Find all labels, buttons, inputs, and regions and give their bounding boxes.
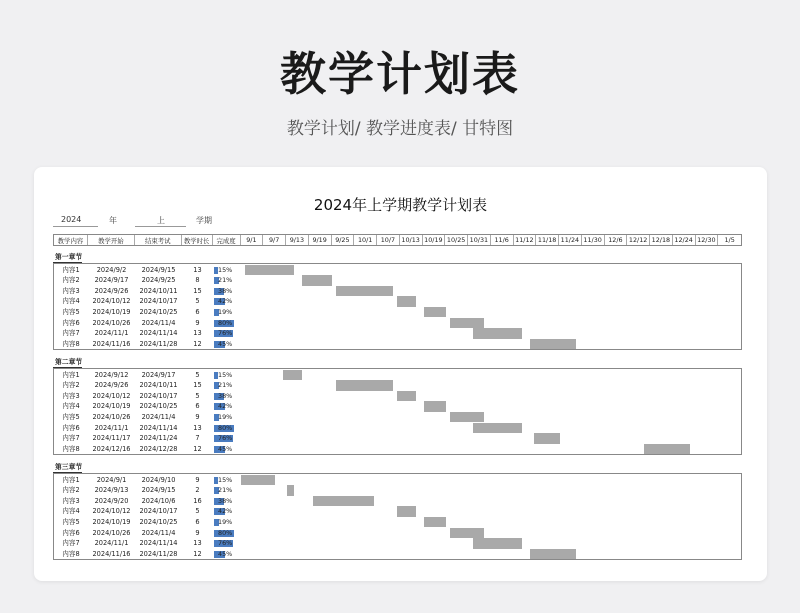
progress-text: 76% xyxy=(218,434,233,443)
cell-days[interactable]: 5 xyxy=(195,507,200,516)
cell-end[interactable]: 2024/9/25 xyxy=(141,276,176,285)
cell-end[interactable]: 2024/10/11 xyxy=(139,381,178,390)
table-row xyxy=(54,370,741,381)
cell-end[interactable]: 2024/9/15 xyxy=(141,486,176,495)
progress-text: 15% xyxy=(218,265,233,274)
cell-name[interactable]: 内容6 xyxy=(62,318,80,327)
progress-text: 45% xyxy=(218,339,233,348)
table-row xyxy=(54,444,741,455)
term-underline xyxy=(135,226,186,227)
cell-start[interactable]: 2024/10/12 xyxy=(92,507,131,516)
cell-end[interactable]: 2024/10/17 xyxy=(139,297,178,306)
gantt-bar xyxy=(313,496,374,507)
cell-name[interactable]: 内容7 xyxy=(62,539,80,548)
cell-days[interactable]: 8 xyxy=(195,276,200,285)
gantt-bar xyxy=(397,391,416,402)
banner-subtitle: 教学计划/ 教学进度表/ 甘特图 xyxy=(286,119,514,139)
chapter-label-2: 第二章节 xyxy=(55,358,83,366)
table-row xyxy=(54,412,741,423)
gantt-bar xyxy=(450,412,484,423)
cell-days[interactable]: 13 xyxy=(193,539,202,548)
cell-days[interactable]: 7 xyxy=(195,434,200,443)
progress-text: 80% xyxy=(218,528,233,537)
cell-end[interactable]: 2024/11/28 xyxy=(139,549,178,558)
progress-text: 38% xyxy=(218,391,233,400)
gantt-bar xyxy=(473,328,522,339)
chapter-label-3: 第三章节 xyxy=(55,463,83,471)
cell-end[interactable]: 2024/10/11 xyxy=(139,286,178,295)
gantt-bar xyxy=(397,296,416,307)
date-col-7: 10/13 xyxy=(400,235,423,245)
cell-end[interactable]: 2024/11/4 xyxy=(141,318,176,327)
year-label: 年 xyxy=(109,216,117,225)
date-col-11: 11/6 xyxy=(491,235,514,245)
table-row xyxy=(54,538,741,549)
date-col-10: 10/31 xyxy=(468,235,491,245)
cell-days[interactable]: 12 xyxy=(193,444,202,453)
cell-start[interactable]: 2024/9/12 xyxy=(94,370,129,379)
progress-text: 42% xyxy=(218,402,233,411)
cell-start[interactable]: 2024/11/16 xyxy=(92,549,131,558)
cell-days[interactable]: 13 xyxy=(193,265,202,274)
table-row xyxy=(54,275,741,286)
date-col-2: 9/13 xyxy=(286,235,309,245)
cell-name[interactable]: 内容6 xyxy=(62,528,80,537)
date-col-4: 9/25 xyxy=(332,235,355,245)
gantt-bar xyxy=(534,433,561,444)
cell-start[interactable]: 2024/9/20 xyxy=(94,496,129,505)
cell-name[interactable]: 内容7 xyxy=(62,434,80,443)
cell-start[interactable]: 2024/11/1 xyxy=(94,423,129,432)
cell-name[interactable]: 内容4 xyxy=(62,507,80,516)
cell-days[interactable]: 15 xyxy=(193,381,202,390)
progress-text: 21% xyxy=(218,381,233,390)
cell-name[interactable]: 内容4 xyxy=(62,402,80,411)
gantt-bar xyxy=(245,265,294,276)
cell-start[interactable]: 2024/12/16 xyxy=(92,444,131,453)
table-row xyxy=(54,528,741,539)
cell-name[interactable]: 内容8 xyxy=(62,339,80,348)
table-row xyxy=(54,328,741,339)
date-col-17: 12/12 xyxy=(627,235,650,245)
cell-days[interactable]: 15 xyxy=(193,286,202,295)
cell-start[interactable]: 2024/10/19 xyxy=(92,402,131,411)
date-col-13: 11/18 xyxy=(536,235,559,245)
cell-days[interactable]: 13 xyxy=(193,329,202,338)
progress-text: 76% xyxy=(218,539,233,548)
table-row xyxy=(54,475,741,486)
cell-days[interactable]: 12 xyxy=(193,549,202,558)
date-col-19: 12/24 xyxy=(673,235,696,245)
cell-end[interactable]: 2024/11/28 xyxy=(139,339,178,348)
table-header xyxy=(53,234,742,246)
chapter-table-3 xyxy=(53,473,742,560)
cell-start[interactable]: 2024/9/26 xyxy=(94,381,129,390)
progress-text: 15% xyxy=(218,475,233,484)
gantt-bar xyxy=(473,423,522,434)
date-col-21: 1/5 xyxy=(724,236,735,244)
table-row xyxy=(54,485,741,496)
cell-end[interactable]: 2024/9/15 xyxy=(141,265,176,274)
table-row xyxy=(54,401,741,412)
cell-start[interactable]: 2024/10/26 xyxy=(92,412,131,421)
cell-name[interactable]: 内容3 xyxy=(62,496,80,505)
cell-days[interactable]: 16 xyxy=(193,496,202,505)
cell-name[interactable]: 内容2 xyxy=(62,486,80,495)
gantt-bar xyxy=(424,517,447,528)
table-row xyxy=(54,307,741,318)
gantt-bar xyxy=(450,528,484,539)
cell-end[interactable]: 2024/10/25 xyxy=(139,307,178,316)
chapter-label-1: 第一章节 xyxy=(55,253,83,261)
cell-days[interactable]: 12 xyxy=(193,339,202,348)
gantt-bar xyxy=(450,318,484,329)
progress-text: 76% xyxy=(218,329,233,338)
header-col-3: 教学时长 xyxy=(182,235,213,245)
gantt-bar xyxy=(530,549,576,560)
term-value[interactable]: 上 xyxy=(157,216,165,225)
cell-name[interactable]: 内容6 xyxy=(62,423,80,432)
cell-end[interactable]: 2024/10/25 xyxy=(139,402,178,411)
date-col-6: 10/7 xyxy=(377,235,400,245)
cell-days[interactable]: 9 xyxy=(195,412,200,421)
cell-end[interactable]: 2024/11/14 xyxy=(139,423,178,432)
date-col-12: 11/12 xyxy=(514,235,537,245)
date-col-16: 12/6 xyxy=(605,235,628,245)
cell-end[interactable]: 2024/11/4 xyxy=(141,412,176,421)
table-row xyxy=(54,265,741,276)
table-row xyxy=(54,496,741,507)
cell-end[interactable]: 2024/12/28 xyxy=(139,444,178,453)
cell-days[interactable]: 6 xyxy=(195,517,200,526)
cell-days[interactable]: 9 xyxy=(195,318,200,327)
cell-start[interactable]: 2024/10/19 xyxy=(92,517,131,526)
header-col-2: 结束考试 xyxy=(135,235,182,245)
gantt-bar xyxy=(530,339,576,350)
cell-end[interactable]: 2024/9/10 xyxy=(141,475,176,484)
date-col-18: 12/18 xyxy=(650,235,673,245)
cell-days[interactable]: 6 xyxy=(195,307,200,316)
gantt-bar xyxy=(424,307,447,318)
gantt-bar xyxy=(336,286,393,297)
table-row xyxy=(54,296,741,307)
cell-name[interactable]: 内容3 xyxy=(62,391,80,400)
cell-days[interactable]: 5 xyxy=(195,297,200,306)
progress-text: 80% xyxy=(218,423,233,432)
cell-name[interactable]: 内容1 xyxy=(62,370,80,379)
table-row xyxy=(54,380,741,391)
cell-end[interactable]: 2024/11/24 xyxy=(139,434,178,443)
cell-start[interactable]: 2024/11/17 xyxy=(92,434,131,443)
table-row xyxy=(54,549,741,560)
cell-days[interactable]: 13 xyxy=(193,423,202,432)
cell-days[interactable]: 9 xyxy=(195,528,200,537)
cell-end[interactable]: 2024/10/6 xyxy=(141,496,176,505)
gantt-bar xyxy=(397,506,416,517)
chapter-table-2 xyxy=(53,368,742,455)
table-row xyxy=(54,286,741,297)
date-col-8: 10/19 xyxy=(423,235,446,245)
header-col-0: 教学内容 xyxy=(54,235,88,245)
progress-text: 21% xyxy=(218,276,233,285)
cell-start[interactable]: 2024/11/1 xyxy=(94,329,129,338)
gantt-bar xyxy=(473,538,522,549)
progress-text: 15% xyxy=(218,370,233,379)
table-row xyxy=(54,339,741,350)
table-row xyxy=(54,517,741,528)
year-underline xyxy=(53,226,98,227)
cell-name[interactable]: 内容5 xyxy=(62,307,80,316)
progress-text: 80% xyxy=(218,318,233,327)
progress-text: 19% xyxy=(218,307,233,316)
date-col-5: 10/1 xyxy=(354,235,377,245)
gantt-bar xyxy=(424,401,447,412)
gantt-bar xyxy=(302,275,332,286)
date-col-0: 9/1 xyxy=(241,235,264,245)
header-col-1: 教学开始 xyxy=(88,235,135,245)
cell-name[interactable]: 内容4 xyxy=(62,297,80,306)
cell-start[interactable]: 2024/10/26 xyxy=(92,318,131,327)
cell-end[interactable]: 2024/11/14 xyxy=(139,539,178,548)
cell-end[interactable]: 2024/11/4 xyxy=(141,528,176,537)
progress-text: 19% xyxy=(218,517,233,526)
cell-start[interactable]: 2024/10/26 xyxy=(92,528,131,537)
gantt-bar xyxy=(644,444,690,455)
cell-end[interactable]: 2024/9/17 xyxy=(141,370,176,379)
date-col-20: 12/30 xyxy=(696,235,719,245)
cell-start[interactable]: 2024/10/19 xyxy=(92,307,131,316)
progress-text: 42% xyxy=(218,507,233,516)
date-col-1: 9/7 xyxy=(263,235,286,245)
cell-start[interactable]: 2024/10/12 xyxy=(92,297,131,306)
cell-days[interactable]: 6 xyxy=(195,402,200,411)
header-col-4: 完成度 xyxy=(213,235,241,245)
cell-days[interactable]: 9 xyxy=(195,475,200,484)
sheet-card xyxy=(34,167,767,581)
table-row xyxy=(54,318,741,329)
cell-start[interactable]: 2024/9/13 xyxy=(94,486,129,495)
cell-start[interactable]: 2024/10/12 xyxy=(92,391,131,400)
cell-start[interactable]: 2024/9/2 xyxy=(96,265,127,274)
gantt-bar xyxy=(336,380,393,391)
cell-end[interactable]: 2024/10/17 xyxy=(139,507,178,516)
cell-start[interactable]: 2024/11/16 xyxy=(92,339,131,348)
cell-start[interactable]: 2024/9/17 xyxy=(94,276,129,285)
year-value[interactable]: 2024 xyxy=(61,215,82,224)
progress-text: 45% xyxy=(218,549,233,558)
cell-end[interactable]: 2024/10/25 xyxy=(139,517,178,526)
cell-name[interactable]: 内容2 xyxy=(62,381,80,390)
progress-text: 19% xyxy=(218,412,233,421)
cell-name[interactable]: 内容7 xyxy=(62,329,80,338)
table-row xyxy=(54,506,741,517)
cell-name[interactable]: 内容1 xyxy=(62,475,80,484)
progress-text: 21% xyxy=(218,486,233,495)
date-col-15: 11/30 xyxy=(582,235,605,245)
cell-end[interactable]: 2024/11/14 xyxy=(139,329,178,338)
progress-text: 45% xyxy=(218,444,233,453)
sheet-title: 2024年上学期教学计划表 xyxy=(313,196,488,214)
table-row xyxy=(54,423,741,434)
cell-start[interactable]: 2024/9/1 xyxy=(96,475,127,484)
cell-name[interactable]: 内容1 xyxy=(62,265,80,274)
date-col-14: 11/24 xyxy=(559,235,582,245)
cell-name[interactable]: 内容8 xyxy=(62,444,80,453)
cell-name[interactable]: 内容5 xyxy=(62,412,80,421)
progress-text: 42% xyxy=(218,297,233,306)
cell-name[interactable]: 内容5 xyxy=(62,517,80,526)
gantt-bar xyxy=(241,475,275,486)
table-row xyxy=(54,391,741,402)
cell-name[interactable]: 内容3 xyxy=(62,286,80,295)
table-row xyxy=(54,433,741,444)
cell-days[interactable]: 5 xyxy=(195,391,200,400)
gantt-bar xyxy=(287,485,295,496)
cell-start[interactable]: 2024/11/1 xyxy=(94,539,129,548)
progress-text: 38% xyxy=(218,286,233,295)
progress-text: 38% xyxy=(218,496,233,505)
cell-days[interactable]: 5 xyxy=(195,370,200,379)
term-label: 学期 xyxy=(196,216,212,225)
cell-end[interactable]: 2024/10/17 xyxy=(139,391,178,400)
date-col-9: 10/25 xyxy=(445,235,468,245)
cell-name[interactable]: 内容8 xyxy=(62,549,80,558)
chapter-table-1 xyxy=(53,263,742,350)
cell-days[interactable]: 2 xyxy=(195,486,200,495)
cell-start[interactable]: 2024/9/26 xyxy=(94,286,129,295)
gantt-bar xyxy=(283,370,302,381)
date-col-3: 9/19 xyxy=(309,235,332,245)
banner-title: 教学计划表 xyxy=(280,47,520,101)
cell-name[interactable]: 内容2 xyxy=(62,276,80,285)
